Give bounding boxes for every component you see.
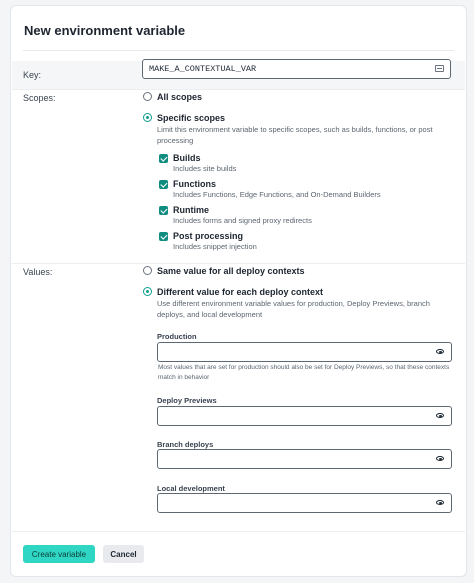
local-development-label: Local development xyxy=(157,484,225,493)
env-var-dialog xyxy=(10,5,467,577)
deploy-previews-field[interactable] xyxy=(157,406,452,426)
values-label: Values: xyxy=(23,267,53,277)
cancel-button[interactable]: Cancel xyxy=(103,545,144,563)
scope-functions-label[interactable]: Functions xyxy=(173,179,216,189)
specific-scopes-label[interactable]: Specific scopes xyxy=(157,113,226,123)
different-value-radio[interactable] xyxy=(143,287,152,296)
eye-icon[interactable] xyxy=(436,413,444,418)
production-hint: Most values that are set for production should also be set for Deploy Previews, so that these contexts match in behavior xyxy=(158,364,450,381)
scopes-separator xyxy=(12,263,465,264)
keyboard-icon xyxy=(435,65,444,72)
deploy-previews-label: Deploy Previews xyxy=(157,396,217,405)
key-field[interactable] xyxy=(142,59,451,79)
local-development-input[interactable] xyxy=(163,496,423,510)
key-input[interactable] xyxy=(149,62,429,76)
eye-icon[interactable] xyxy=(436,500,444,505)
runtime-checkbox[interactable] xyxy=(159,206,168,215)
specific-scopes-radio[interactable] xyxy=(143,113,152,122)
local-development-field[interactable] xyxy=(157,493,452,513)
scope-functions-description: Includes Functions, Edge Functions, and On-Demand Builders xyxy=(173,190,381,199)
same-value-radio[interactable] xyxy=(143,266,152,275)
key-label: Key: xyxy=(23,70,42,80)
branch-deploys-input[interactable] xyxy=(163,452,423,466)
production-label: Production xyxy=(157,332,197,341)
branch-deploys-field[interactable] xyxy=(157,449,452,469)
dialog-title: New environment variable xyxy=(24,23,186,38)
create-variable-button[interactable]: Create variable xyxy=(23,545,95,563)
key-separator xyxy=(12,89,465,90)
deploy-previews-input[interactable] xyxy=(163,409,423,423)
different-value-label[interactable]: Different value for each deploy context xyxy=(157,287,324,297)
production-input[interactable] xyxy=(163,345,423,359)
branch-deploys-label: Branch deploys xyxy=(157,440,214,449)
scope-builds-label[interactable]: Builds xyxy=(173,153,201,163)
eye-icon[interactable] xyxy=(436,349,444,354)
scope-post-processing-description: Includes snippet injection xyxy=(173,242,257,251)
production-field[interactable] xyxy=(157,342,452,362)
actions-separator xyxy=(12,531,465,532)
functions-checkbox[interactable] xyxy=(159,180,168,189)
scope-runtime-description: Includes forms and signed proxy redirects xyxy=(173,216,312,225)
scope-post-processing-label[interactable]: Post processing xyxy=(173,231,244,241)
scopes-label: Scopes: xyxy=(23,93,56,103)
post-processing-checkbox[interactable] xyxy=(159,232,168,241)
same-value-label[interactable]: Same value for all deploy contexts xyxy=(157,266,305,276)
specific-scopes-description: Limit this environment variable to specific scopes, such as builds, functions, or post processing xyxy=(157,125,433,145)
builds-checkbox[interactable] xyxy=(159,154,168,163)
scope-runtime-label[interactable]: Runtime xyxy=(173,205,209,215)
scope-builds-description: Includes site builds xyxy=(173,164,237,173)
eye-icon[interactable] xyxy=(436,456,444,461)
all-scopes-label[interactable]: All scopes xyxy=(157,92,203,102)
all-scopes-radio[interactable] xyxy=(143,92,152,101)
title-divider xyxy=(23,50,454,51)
different-value-description: Use different environment variable values for production, Deploy Previews, branch deploys, and local development xyxy=(157,299,430,319)
